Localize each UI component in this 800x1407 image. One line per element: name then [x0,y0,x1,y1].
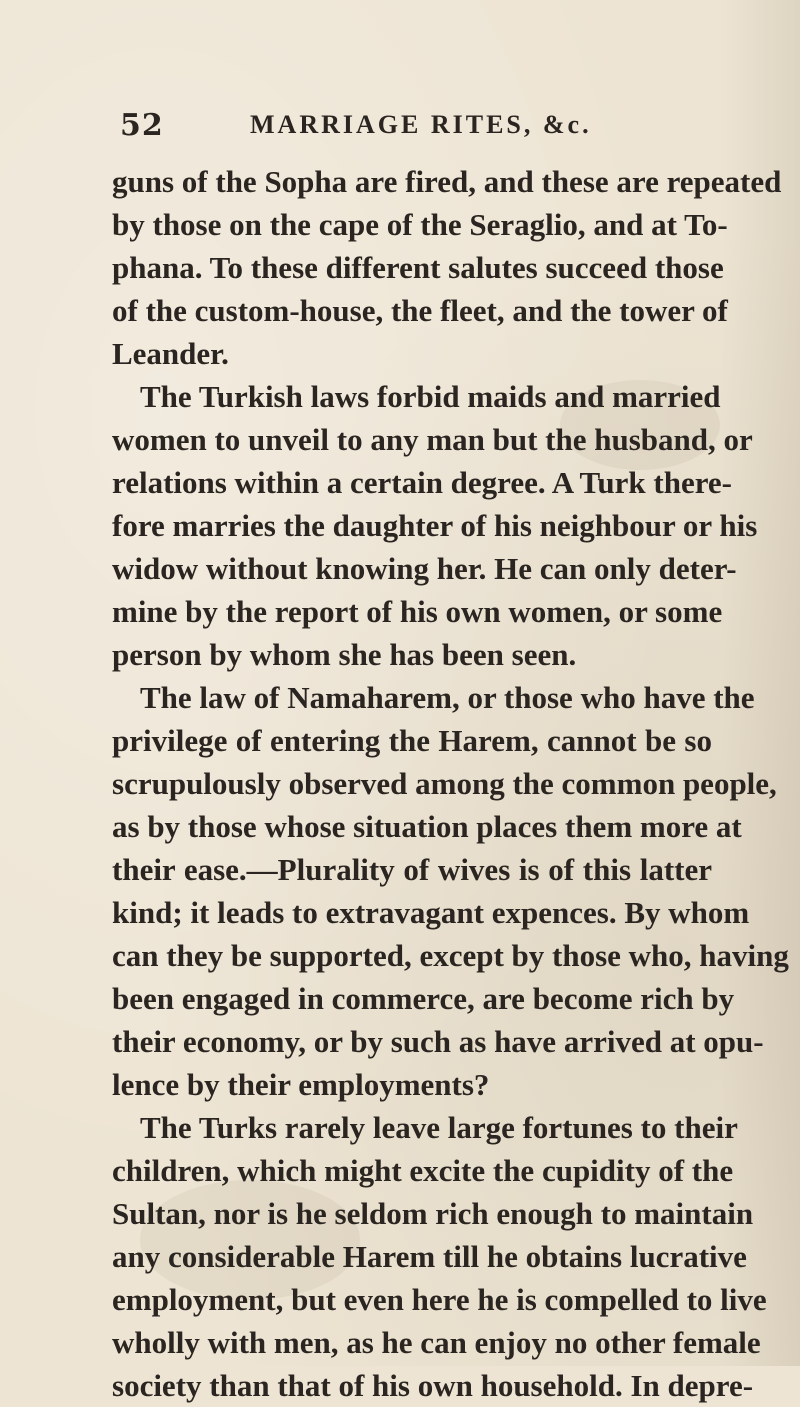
text-line: can they be supported, except by those who, having [112,938,789,973]
text-line: mine by the report of his own women, or some [112,594,723,629]
text-line: wholly with men, as he can enjoy no other female [112,1325,761,1360]
text-line: employment, but even here he is compelled to live [112,1282,767,1317]
text-line: their ease.—Plurality of wives is of this latter [112,852,712,887]
text-line: scrupulously observed among the common people, [112,766,777,801]
text-line: society than that of his own household. In depre- [112,1368,754,1403]
text-line: guns of the Sopha are fired, and these are repeated [112,164,782,199]
text-line: The law of Namaharem, or those who have the [140,680,755,715]
text-line: Sultan, nor is he seldom rich enough to maintain [112,1196,754,1231]
text-line: privilege of entering the Harem, cannot be so [112,723,712,758]
text-line: The Turks rarely leave large fortunes to their [140,1110,738,1145]
text-line: kind; it leads to extravagant expences. By whom [112,895,750,930]
running-title: MARRIAGE RITES, &c. [250,110,592,139]
text-line: lence by their employments? [112,1067,490,1102]
text-line: phana. To these different salutes succeed those [112,250,724,285]
text-line: any considerable Harem till he obtains lucrative [112,1239,747,1274]
text-line: women to unveil to any man but the husband, or [112,422,753,457]
text-line: person by whom she has been seen. [112,637,577,672]
text-line: their economy, or by such as have arrived at opu- [112,1024,764,1059]
text-line: widow without knowing her. He can only deter- [112,551,737,586]
text-line: Leander. [112,336,229,371]
text-line: as by those whose situation places them more at [112,809,742,844]
text-line: been engaged in commerce, are become rich by [112,981,735,1016]
text-line: of the custom-house, the fleet, and the tower of [112,293,728,328]
running-head [120,108,720,148]
text-line: The Turkish laws forbid maids and married [140,379,721,414]
page-number: 52 [120,108,164,143]
text-line: children, which might excite the cupidity of the [112,1153,734,1188]
text-line: by those on the cape of the Seraglio, and at To- [112,207,728,242]
body-text [112,160,789,1407]
text-line: fore marries the daughter of his neighbour or his [112,508,758,543]
text-line: relations within a certain degree. A Turk there- [112,465,732,500]
